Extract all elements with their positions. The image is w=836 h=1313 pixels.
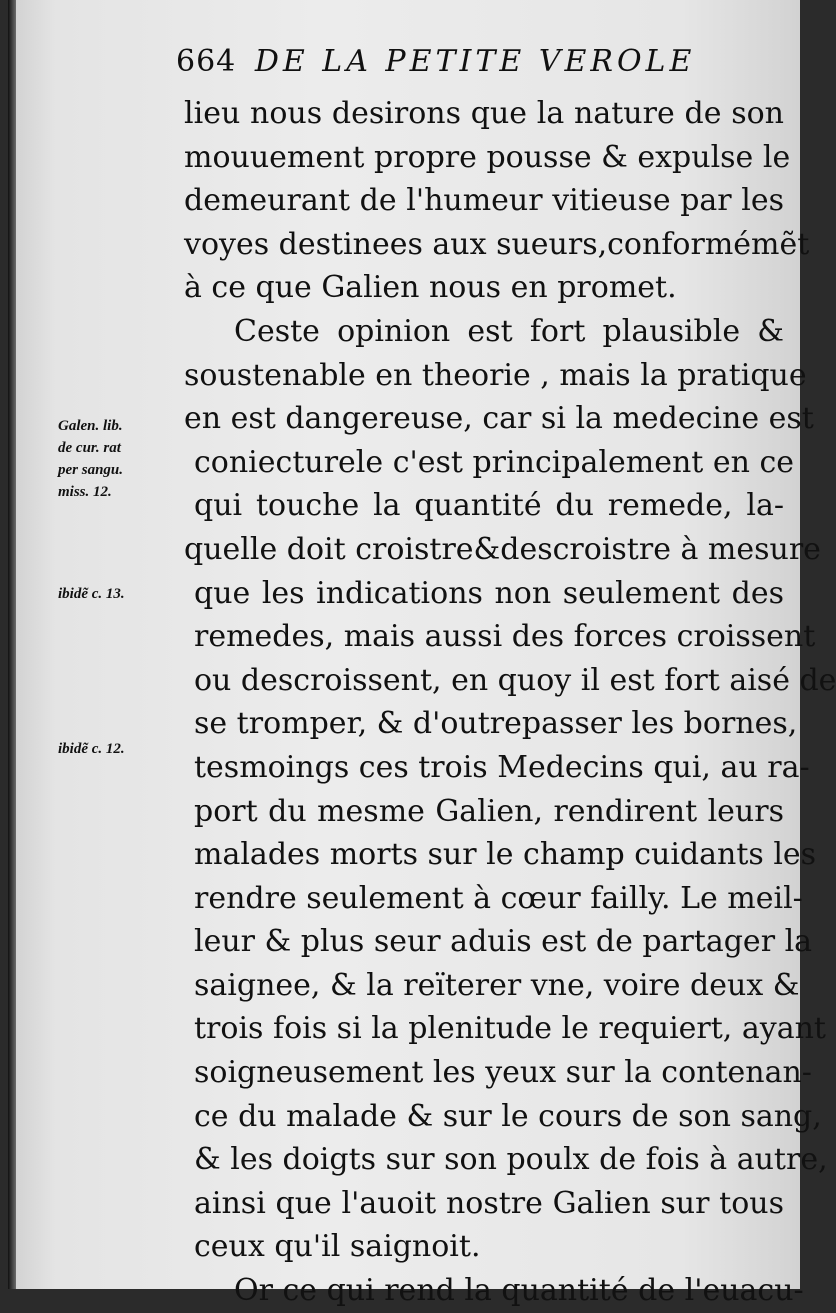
book-page (8, 0, 836, 1309)
margin-note-ibidem-12 (58, 738, 178, 760)
text-line: remedes, mais aussi des forces croissent (194, 619, 816, 655)
text-line: que les indications non seulement des (194, 575, 784, 611)
text-line: ceux qu'il saignoit. (194, 1229, 481, 1265)
text-line: en est dangereuse, car si la medecine est (184, 401, 814, 437)
text-line: soustenable en theorie , mais la pratique (184, 357, 807, 393)
text-line: tesmoings ces trois Medecins qui, au ra- (194, 749, 810, 785)
text-line: ou descroissent, en quoy il est fort aisé de (194, 662, 836, 698)
text-line: mouuement propre pousse & expulse le (184, 139, 791, 175)
page-gutter-edge (8, 0, 16, 1289)
margin-note-line: miss. 12. (58, 484, 112, 500)
text-line: rendre seulement à cœur failly. Le meil- (194, 880, 803, 916)
text-line: à ce que Galien nous en promet. (184, 270, 677, 306)
text-line: demeurant de l'humeur vitieuse par les (184, 183, 784, 219)
running-title: DE LA PETITE VEROLE (254, 44, 696, 79)
text-line: qui touche la quantité du remede, la- (194, 488, 784, 524)
running-head (176, 44, 756, 90)
text-line: se tromper, & d'outrepasser les bornes, (194, 706, 798, 742)
text-line: & les doigts sur son poulx de fois à autre, (194, 1142, 828, 1178)
text-line: leur & plus seur aduis est de partager la (194, 924, 813, 960)
margin-note-galen (58, 415, 178, 503)
margin-note-line: ibidẽ c. 12. (58, 741, 125, 757)
paragraph-start-line: Ceste opinion est fort plausible & (234, 313, 784, 349)
margin-note-line: de cur. rat (58, 440, 121, 456)
margin-note-line: per sangu. (58, 462, 124, 478)
text-line: malades morts sur le champ cuidants les (194, 837, 817, 873)
text-line: lieu nous desirons que la nature de son (184, 96, 784, 131)
text-line: trois fois si la plenitude le requiert, ayant (194, 1011, 826, 1047)
text-line: quelle doit croistre&descroistre à mesure (184, 531, 821, 567)
margin-note-ibidem-13 (58, 583, 178, 605)
text-line: saignee, & la reïterer vne, voire deux & (194, 967, 800, 1003)
page-number: 664 (176, 44, 237, 79)
text-line: voyes destinees aux sueurs,conformémẽt (184, 226, 810, 262)
text-line: coniecturele c'est principalement en ce (194, 444, 795, 480)
body-text (184, 92, 836, 1313)
paragraph-start-line: Or ce qui rend la quantité de l'euacu- (234, 1273, 804, 1309)
margin-note-line: Galen. lib. (58, 418, 123, 434)
text-line: ainsi que l'auoit nostre Galien sur tous (194, 1185, 784, 1221)
text-line: soigneusement les yeux sur la contenan- (194, 1055, 812, 1091)
margin-note-line: ibidẽ c. 13. (58, 586, 125, 602)
text-line: port du mesme Galien, rendirent leurs (194, 793, 784, 829)
text-line: ce du malade & sur le cours de son sang, (194, 1098, 822, 1134)
